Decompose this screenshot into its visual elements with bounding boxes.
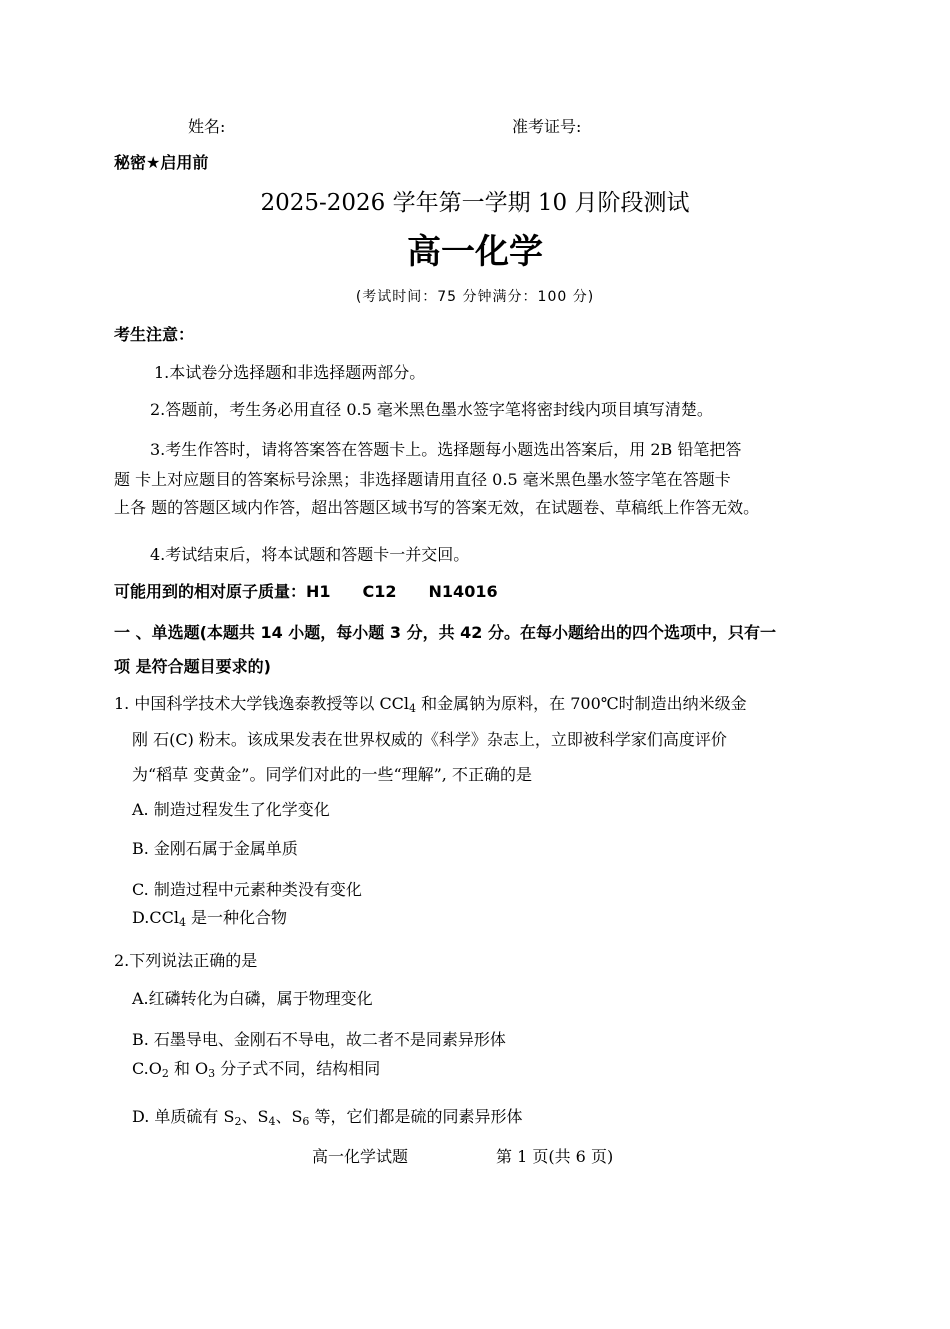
q1-stem-line-3: 为“稻草 变黄金”。同学们对此的一些“理解”, 不正确的是 <box>132 765 532 784</box>
q1-option-b: B. 金刚石属于金属单质 <box>132 839 298 858</box>
q2-option-d-subscript-3: 6 <box>302 1115 310 1128</box>
q2-option-c-subscript-2: 3 <box>208 1067 216 1080</box>
q2-option-c-part-3: 分子式不同，结构相同 <box>215 1059 381 1078</box>
q1-stem-line-2: 刚 石(C) 粉末。该成果发表在世界权威的《科学》杂志上，立即被科学家们高度评价 <box>132 730 727 749</box>
q2-option-a: A.红磷转化为白磷，属于物理变化 <box>132 989 373 1008</box>
q2-option-d-subscript-2: 4 <box>268 1115 276 1128</box>
footer-page-number: 第 1 页(共 6 页) <box>496 1147 614 1166</box>
q2-option-c <box>132 1059 380 1079</box>
q2-option-c-subscript-1: 2 <box>161 1067 169 1080</box>
q1-stem-subscript: 4 <box>409 702 417 715</box>
section-1-heading-line-2: 项 是符合题目要求的) <box>114 657 271 676</box>
q2-option-d-subscript-1: 2 <box>234 1115 242 1128</box>
q1-stem-part-a: 1. 中国科学技术大学钱逸泰教授等以 CCl <box>114 694 410 713</box>
notice-item-2: 2.答题前，考生务必用直径 0.5 毫米黑色墨水签字笔将密封线内项目填写清楚。 <box>150 400 713 419</box>
q2-option-d-part-3: 、S <box>275 1107 303 1126</box>
q1-option-d-pre: D.CCl <box>132 908 179 927</box>
q2-option-d-part-4: 等，它们都是硫的同素异形体 <box>309 1107 523 1126</box>
notice-item-3-line-3: 上各 题的答题区域内作答，超出答题区域书写的答案无效，在试题卷、草稿纸上作答无效。 <box>114 498 760 517</box>
q1-option-a: A. 制造过程发生了化学变化 <box>132 800 330 819</box>
q2-option-d-part-2: 、S <box>241 1107 269 1126</box>
q2-option-b: B. 石墨导电、金刚石不导电，故二者不是同素异形体 <box>132 1030 506 1049</box>
q1-option-d <box>132 908 287 928</box>
q1-option-d-post: 是一种化合物 <box>185 908 288 927</box>
name-label: 姓名: <box>188 117 226 136</box>
q2-stem: 2.下列说法正确的是 <box>114 951 258 970</box>
atomic-mass-line: 可能用到的相对原子质量：H1 C12 N14016 <box>114 582 498 601</box>
notice-item-1: 1.本试卷分选择题和非选择题两部分。 <box>154 363 426 382</box>
notice-heading: 考生注意： <box>114 325 195 344</box>
exam-title: 2025-2026 学年第一学期 10 月阶段测试 <box>260 190 690 216</box>
q2-option-d-part-1: D. 单质硫有 S <box>132 1107 235 1126</box>
notice-item-3-line-2: 题 卡上对应题目的答案标号涂黑；非选择题请用直径 0.5 毫米黑色墨水签字笔在答题卡 <box>114 470 731 489</box>
q2-option-d <box>132 1107 523 1127</box>
footer-subject: 高一化学试题 <box>312 1147 409 1166</box>
exam-info: (考试时间：75 分钟满分：100 分) <box>355 289 595 305</box>
notice-item-4: 4.考试结束后，将本试题和答题卡一并交回。 <box>150 545 470 564</box>
q1-stem-line-1 <box>114 694 747 714</box>
section-1-heading-line-1: 一 、单选题(本题共 14 小题，每小题 3 分，共 42 分。在每小题给出的四个选项中，只有一 <box>114 623 776 642</box>
q1-option-c: C. 制造过程中元素种类没有变化 <box>132 880 362 899</box>
q1-stem-part-b: 和金属钠为原料，在 700℃时制造出纳米级金 <box>416 694 747 713</box>
q2-option-c-part-1: C.O <box>132 1059 162 1078</box>
q2-option-c-part-2: 和 O <box>168 1059 209 1078</box>
subject-title: 高一化学 <box>407 232 543 272</box>
q1-option-d-subscript: 4 <box>178 916 186 929</box>
secret-label: 秘密★启用前 <box>114 153 209 172</box>
notice-item-3-line-1: 3.考生作答时，请将答案答在答题卡上。选择题每小题选出答案后，用 2B 铅笔把答 <box>150 440 742 459</box>
exam-id-label: 准考证号: <box>512 117 582 136</box>
